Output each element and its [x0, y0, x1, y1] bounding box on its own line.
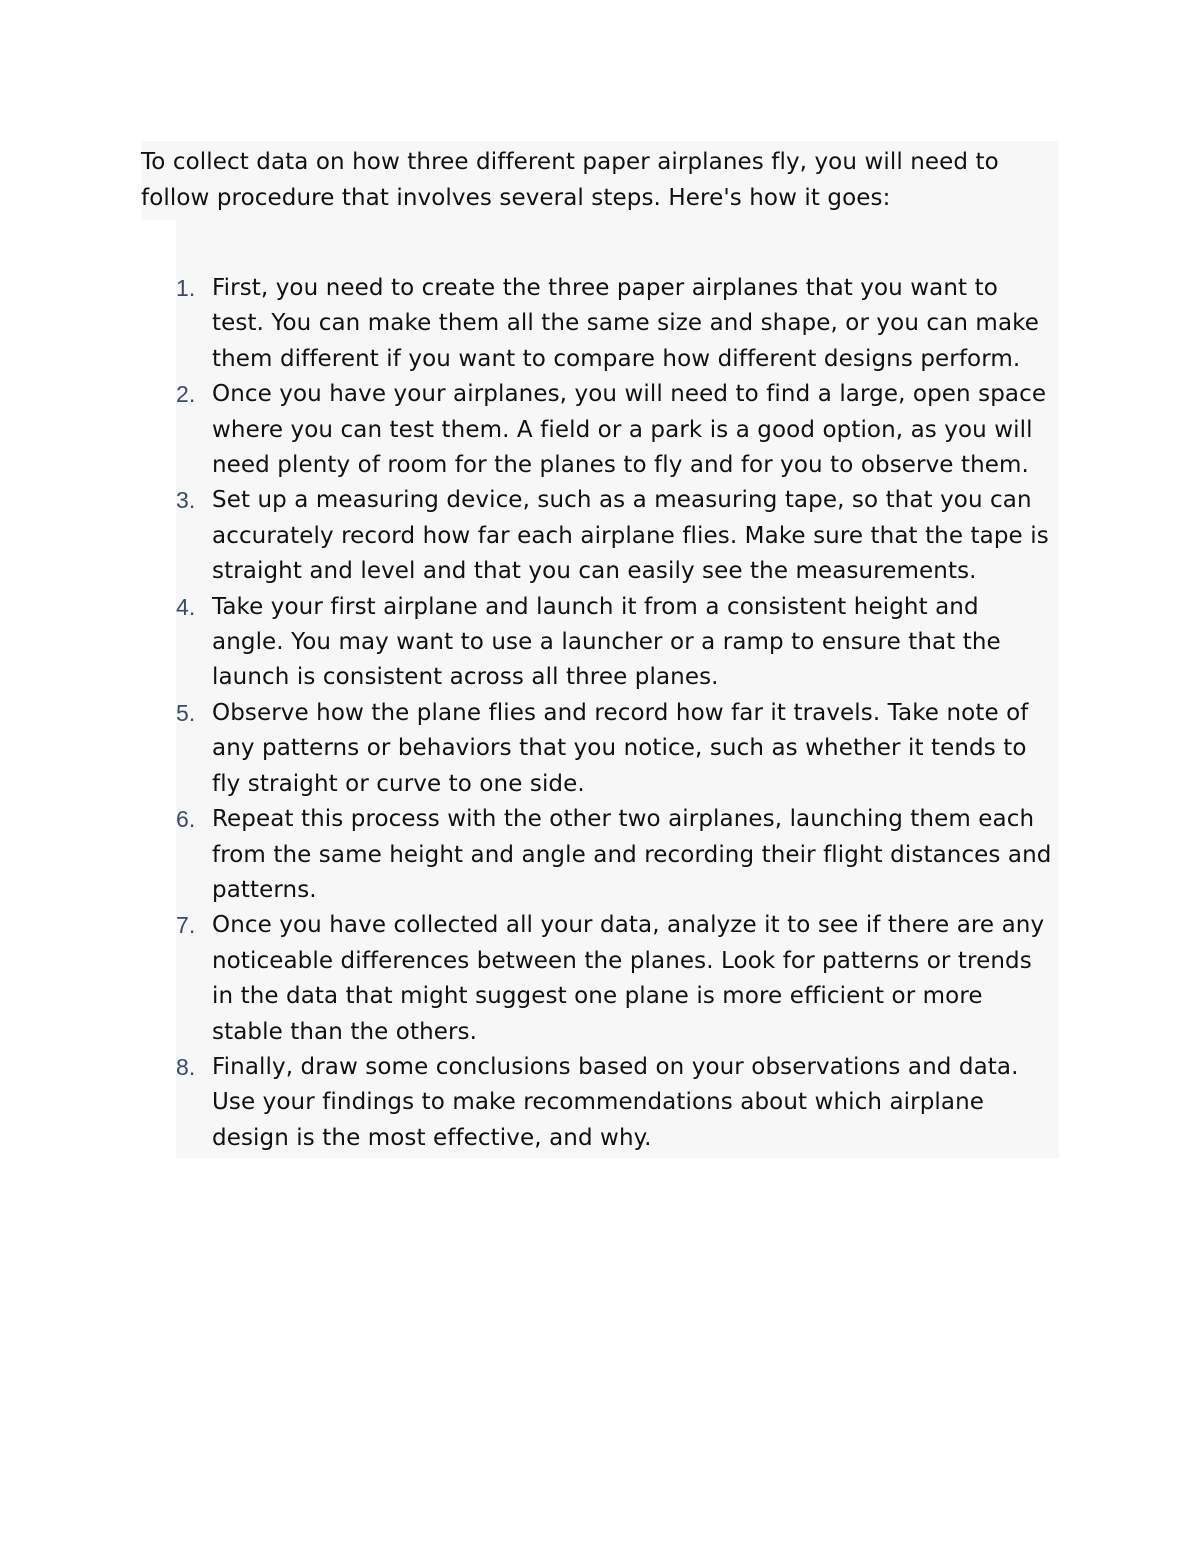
step-text: Set up a measuring device, such as a measuring tape, so that you can accurately record how far each airplane flies. Make sure that the tape is straight and level and that you can easily see the measurements. [212, 487, 1049, 585]
step-item-8 [176, 1050, 1059, 1156]
step-text: Repeat this process with the other two airplanes, launching them each from the same height and angle and recording their flight distances and patterns. [212, 806, 1052, 903]
step-number: 6. [176, 806, 196, 833]
step-item-4 [176, 590, 1059, 696]
intro-paragraph: To collect data on how three different paper airplanes fly, you will need to follow procedure that involves several steps. Here's how it goes: [141, 149, 999, 211]
step-item-7 [176, 908, 1059, 1050]
step-text: Observe how the plane flies and record how far it travels. Take note of any patterns or behaviors that you notice, such as whether it tends to fly straight or curve to one side. [212, 699, 1029, 797]
step-item-2 [176, 377, 1059, 483]
step-text: First, you need to create the three paper airplanes that you want to test. You can make them all the same size and shape, or you can make them different if you want to compare how different designs perform. [212, 275, 1039, 372]
step-number: 2. [176, 381, 196, 408]
step-number: 4. [176, 593, 196, 620]
step-text: Once you have your airplanes, you will need to find a large, open space where you can test them. A field or a park is a good option, as you will need plenty of room for the planes to fly and for you to observe them. [212, 381, 1047, 479]
step-number: 8. [176, 1053, 196, 1080]
step-text: Take your first airplane and launch it from a consistent height and angle. You may want to use a launcher or a ramp to ensure that the launch is consistent across all three planes. [212, 593, 1001, 691]
step-number: 3. [176, 487, 196, 514]
step-item-3 [176, 483, 1059, 589]
step-item-6 [176, 802, 1059, 908]
step-number: 7. [176, 912, 196, 939]
step-item-1 [176, 271, 1059, 377]
step-number: 5. [176, 699, 196, 726]
procedure-steps-list [176, 271, 1059, 1156]
steps-list-block [176, 212, 1059, 1158]
intro-paragraph-block [141, 141, 1059, 220]
step-number: 1. [176, 275, 196, 301]
step-text: Finally, draw some conclusions based on your observations and data. Use your findings to make recommendations about which airplane design is the most effective, and why. [212, 1053, 1019, 1151]
step-text: Once you have collected all your data, analyze it to see if there are any noticeable differences between the planes. Look for patterns or trends in the data that might suggest one plane is more efficient or more stable than the others. [212, 912, 1045, 1045]
step-item-5 [176, 696, 1059, 802]
